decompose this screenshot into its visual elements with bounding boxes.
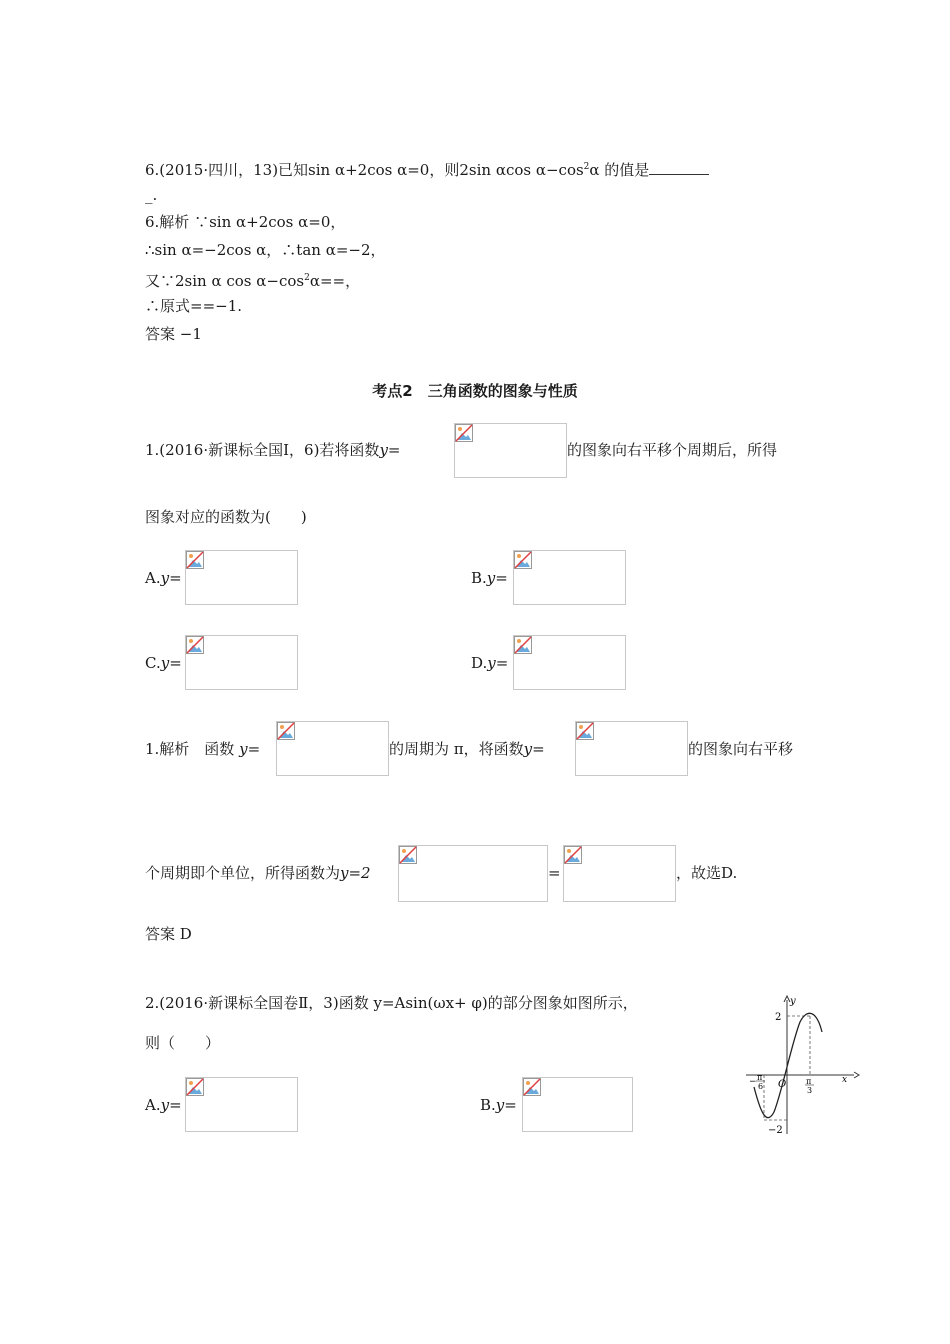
q1-option-b [471, 568, 508, 588]
y-eq: y= [523, 740, 545, 758]
option-label: B. [480, 1096, 496, 1114]
q1-stem-b: 的图象向右平移个周期后，所得 [567, 441, 778, 459]
q1-solution-b [389, 739, 545, 759]
option-a-formula-image [185, 550, 298, 605]
broken-image-icon [186, 1078, 204, 1096]
q1-option-a [145, 568, 182, 588]
q1-y-eq: y= [379, 441, 401, 459]
q1-stem-a [145, 440, 400, 460]
q6-solution-4: ∴原式==−1. [145, 297, 243, 315]
broken-image-icon [455, 424, 473, 442]
option-a-formula-image [185, 1077, 298, 1132]
broken-image-icon [514, 636, 532, 654]
x-right-num: π [806, 1077, 812, 1086]
y-eq: y= [160, 1096, 182, 1114]
sine-graph [742, 992, 862, 1137]
x-left-den: 6 [758, 1082, 764, 1091]
y-eq-2: y=2 [340, 864, 371, 882]
q2-option-b [480, 1095, 517, 1115]
option-label: A. [145, 569, 161, 587]
q6-solution-1: 6.解析 ∵sin α+2cos α=0， [145, 213, 346, 231]
option-d-formula-image [513, 635, 626, 690]
section-heading: 考点2 三角函数的图象与性质 [372, 382, 578, 400]
broken-image-icon [277, 722, 295, 740]
solution-formula-image [563, 845, 676, 902]
q6-sol3-b: α==， [309, 272, 361, 290]
q6-stem-tail: _. [145, 186, 158, 204]
q6-answer: 答案 −1 [145, 325, 202, 343]
y-eq: y= [160, 654, 182, 672]
y-eq: y= [486, 569, 508, 587]
origin-label: O [778, 1079, 787, 1090]
q6-solution-2: ∴sin α=−2cos α，∴tan α=−2， [145, 241, 386, 259]
option-label: A. [145, 1096, 161, 1114]
x-axis-label: x [842, 1075, 848, 1085]
q1-sol-text: 1.解析 函数 [145, 740, 235, 758]
broken-image-icon [399, 846, 417, 864]
broken-image-icon [576, 722, 594, 740]
y-eq: y= [160, 569, 182, 587]
broken-image-icon [564, 846, 582, 864]
x-left-num: π [757, 1073, 763, 1082]
q6-solution-3 [145, 268, 360, 291]
broken-image-icon [186, 636, 204, 654]
y-min-label: −2 [768, 1125, 783, 1136]
q2-stem: 2.(2016·新课标全国卷Ⅱ，3)函数 y=Asin(ωx+ φ)的部分图象如图所示， [145, 994, 638, 1012]
q6-stem-sup: 2 [583, 162, 590, 172]
broken-image-icon [186, 551, 204, 569]
x-left-sign: − [749, 1077, 757, 1087]
option-label: D. [471, 654, 488, 672]
q1-stem-c: 图象对应的函数为( ) [145, 508, 307, 526]
q2-stem-b: 则（ ） [145, 1034, 221, 1052]
option-b-formula-image [522, 1077, 633, 1132]
y-max-label: 2 [775, 1012, 782, 1023]
q1-option-d [471, 653, 508, 673]
formula-image [454, 423, 567, 478]
q1-option-c [145, 653, 182, 673]
q1-sol-text: 的周期为 π，将函数 [389, 740, 524, 758]
y-axis-label: y [790, 996, 796, 1007]
broken-image-icon [523, 1078, 541, 1096]
q6-stem [145, 157, 709, 180]
solution-formula-image [276, 721, 389, 776]
q2-option-a [145, 1095, 182, 1115]
q1-solution-d [145, 863, 371, 883]
broken-image-icon [514, 551, 532, 569]
option-b-formula-image [513, 550, 626, 605]
solution-formula-image [575, 721, 688, 776]
y-eq: y= [239, 740, 261, 758]
q6-stem-a: 6.(2015·四川，13)已知sin α+2cos α=0，则2sin αcos α−cos [145, 161, 584, 179]
q1-answer: 答案 D [145, 925, 192, 943]
q1-solution-e: = [548, 864, 561, 882]
y-eq: y= [495, 1096, 517, 1114]
option-c-formula-image [185, 635, 298, 690]
y-eq: y= [487, 654, 509, 672]
q6-stem-b: α 的值是 [589, 161, 650, 179]
x-axis-arrow [854, 1072, 859, 1078]
q1-solution-c: 的图象向右平移 [688, 740, 794, 758]
solution-formula-image [398, 845, 548, 902]
q6-sol3-sup: 2 [304, 273, 310, 283]
option-label: B. [471, 569, 487, 587]
option-label: C. [145, 654, 161, 672]
q1-solution-a [145, 739, 260, 759]
answer-blank [649, 160, 709, 175]
q1-solution-f: ，故选D. [676, 864, 738, 882]
q1-sol-text: 个周期即个单位，所得函数为 [145, 864, 341, 882]
q1-stem-text: 1.(2016·新课标全国Ⅰ，6)若将函数 [145, 441, 380, 459]
x-right-den: 3 [807, 1086, 813, 1095]
q6-sol3-a: 又∵2sin α cos α−cos [145, 272, 305, 290]
